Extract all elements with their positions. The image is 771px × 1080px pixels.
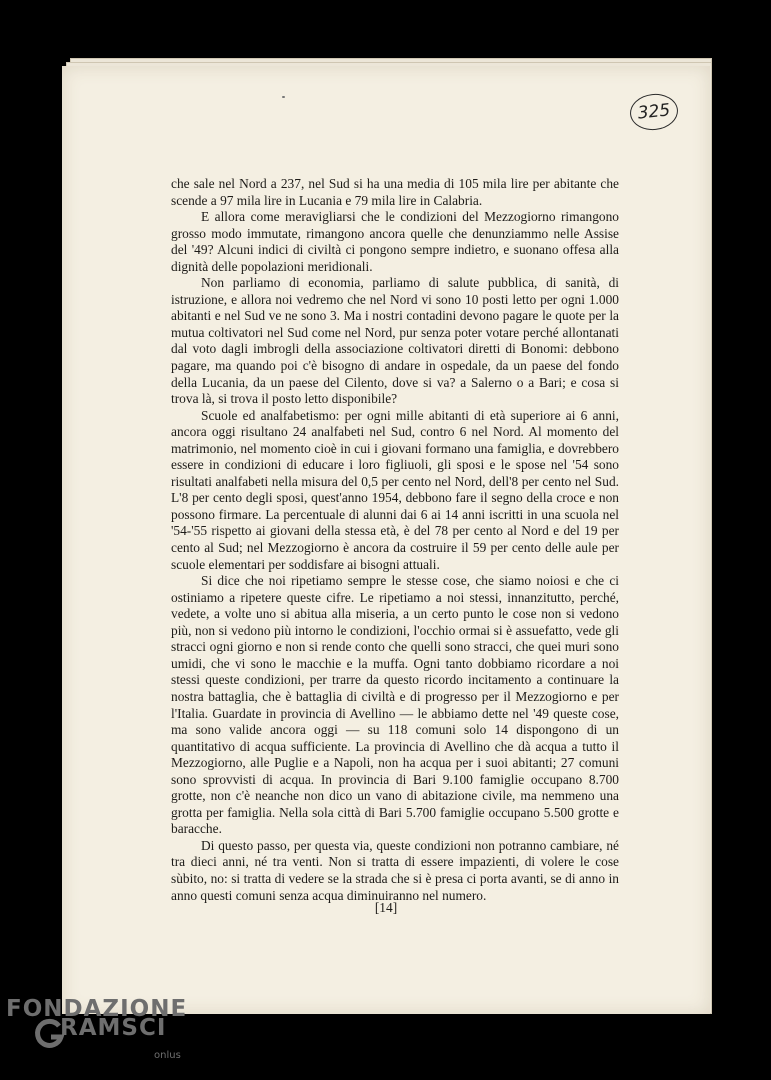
watermark-line2: RAMSCI — [60, 1015, 167, 1041]
paragraph: Di questo passo, per questa via, queste condizioni non potranno cambiare, né tra dieci anni, né tra venti. Non si tratta di essere impazienti, di volere le cose sùbito, no: si tratta di vedere se la strada che si è presa ci porta avanti, se di anno in anno questi comuni senza acqua diminuiranno nel numero. — [171, 837, 619, 903]
paragraph: Non parliamo di economia, parliamo di salute pubblica, di sanità, di istruzione, e allora noi vedremo che nel Nord vi sono 10 posti letto per ogni 1.000 abitanti e nel Sud ve ne sono 3. Ma i nostri contadini devono pagare le quote per la mutua coltivatori nel Sud come nel Nord, pur senza poter votare perché allontanati dal voto dagli imbrogli della associazione coltivatori diretti di Bonomi: debbono pagare, ma quando poi c'è bisogno di andare in ospedale, da un paese del fondo della Lucania, da un paese del Cilento, dove si va? a Salerno o a Bari; e cosa si trova là, si trova il posto letto disponibile? — [171, 275, 619, 407]
fondazione-gramsci-watermark — [6, 996, 206, 1076]
body-text — [171, 176, 619, 904]
archive-number: 325 — [636, 100, 672, 124]
paragraph: che sale nel Nord a 237, nel Sud si ha una media di 105 mila lire per abitante che scende a 97 mila lire in Lucania e 79 mila lire in Calabria. — [171, 176, 619, 208]
watermark-line1: FONDAZIONE — [6, 996, 188, 1022]
paragraph: Scuole ed analfabetismo: per ogni mille abitanti di età superiore ai 6 anni, ancora oggi risultano 24 analfabeti nel Sud, contro 6 nel Nord. Al momento del matrimonio, nel momento cioè in cui i giovani formano una famiglia, e dovrebbero essere in condizioni di educare i loro figliuoli, gli sposi e le spose nel '54 sono risultati analfabeti nella misura del 0,5 per cento nel Nord, dell'8 per cento nel Sud. L'8 per cento degli sposi, quest'anno 1954, debbono fare il segno della croce e non possono firmare. La percentuale di alunni dai 6 ai 14 anni iscritti in una scuola nel '54-'55 rispetto ai giovani della stessa età, è del 78 per cento al Nord e del 19 per cento al Sud; nel Mezzogiorno è ancora da costruire il 59 per cento delle aule per scuole elementari per soddisfare ai bisogni attuali. — [171, 407, 619, 572]
page-number: [14] — [374, 900, 398, 915]
paragraph: E allora come meravigliarsi che le condizioni del Mezzogiorno rimangono grosso modo immutate, rimangono ancora quelle che denunziammo nelle Assise del '49? Alcuni indici di civiltà ci pongono sempre indietro, e suonano offesa alla dignità delle popolazioni meridionali. — [171, 209, 619, 274]
archive-number-stamp — [628, 92, 680, 133]
paragraph: Si dice che noi ripetiamo sempre le stesse cose, che siamo noiosi e che ci ostiniamo a ripetere queste cifre. Le ripetiamo a noi stessi, innanzitutto, perché, vedete, a volte uno si abitua alla miseria, a un certo punto le cose non si vedono più, non si vedono più intorno le condizioni, l'occhio ormai si è assuefatto, vede gli stracci ogni giorno e non si rende conto che quelli sono stracci, che quei muri sono umidi, che vi sono le macchie e la muffa. Ogni tanto dobbiamo ricordare a noi stessi queste condizioni, per trarre da questo ricordo incitamento a continuare la nostra battaglia, che è battaglia di civiltà e di progresso per il Mezzogiorno e per l'Italia. Guardate in provincia di Avellino — le abbiamo dette nel '49 queste cose, ma sono valide ancora oggi — su 118 comuni solo 14 dispongono di un quantitativo di acqua sufficiente. La provincia di Avellino che dà acqua a tutto il Mezzogiorno, alle Puglie e a Napoli, non ha acqua per i suoi abitanti; 27 comuni sono sprovvisti di acqua. In provincia di Bari 9.100 famiglie occupano 8.700 grotte, non c'è neanche non dico un vano di abitazione civile, ma nemmeno una grotta per famiglia. Nella sola città di Bari 5.700 famiglie occupano 5.500 grotte e baracche. — [171, 573, 619, 837]
ink-speck — [282, 96, 285, 98]
watermark-suffix: onlus — [154, 1050, 181, 1061]
document-page — [62, 66, 710, 1014]
